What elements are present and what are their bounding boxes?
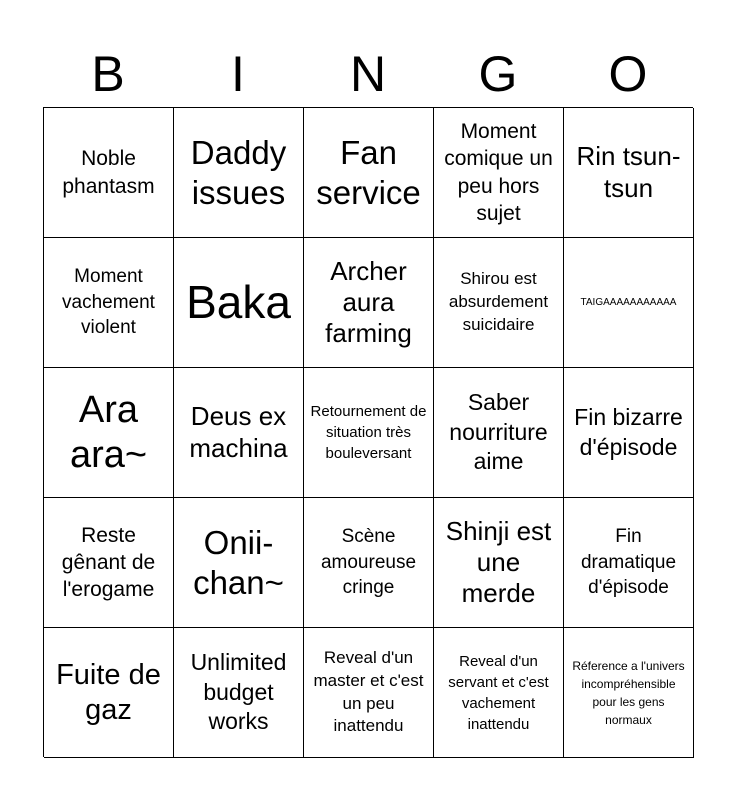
bingo-cell[interactable]: Onii-chan~ bbox=[174, 498, 304, 628]
header-letter-o: O bbox=[608, 46, 648, 102]
header-letter-b: B bbox=[91, 46, 125, 102]
header-letter-n: N bbox=[349, 46, 387, 102]
bingo-cell[interactable]: Reveal d'un servant et c'est vachement inattendu bbox=[434, 628, 564, 758]
bingo-cell[interactable]: Noble phantasm bbox=[44, 108, 174, 238]
bingo-cell[interactable]: Unlimited budget works bbox=[174, 628, 304, 758]
bingo-cell[interactable]: Fuite de gaz bbox=[44, 628, 174, 758]
bingo-cell[interactable]: Reste gênant de l'erogame bbox=[44, 498, 174, 628]
bingo-cell[interactable]: Fin bizarre d'épisode bbox=[564, 368, 694, 498]
bingo-cell[interactable]: Moment vachement violent bbox=[44, 238, 174, 368]
bingo-header bbox=[43, 40, 693, 108]
bingo-cell[interactable]: Rin tsun-tsun bbox=[564, 108, 694, 238]
header-letter-i: I bbox=[231, 46, 245, 102]
bingo-cell[interactable]: Baka bbox=[174, 238, 304, 368]
header-letter-g: G bbox=[478, 46, 518, 102]
bingo-cell[interactable]: Moment comique un peu hors sujet bbox=[434, 108, 564, 238]
bingo-cell[interactable]: Retournement de situation très bouleversant bbox=[304, 368, 434, 498]
bingo-cell[interactable]: Ara ara~ bbox=[44, 368, 174, 498]
bingo-cell[interactable]: Fan service bbox=[304, 108, 434, 238]
bingo-cell[interactable]: Fin dramatique d'épisode bbox=[564, 498, 694, 628]
bingo-cell[interactable]: Scène amoureuse cringe bbox=[304, 498, 434, 628]
bingo-cell[interactable]: Deus ex machina bbox=[174, 368, 304, 498]
bingo-cell[interactable]: Saber nourriture aime bbox=[434, 368, 564, 498]
bingo-board bbox=[43, 107, 693, 757]
bingo-cell[interactable]: TAIGAAAAAAAAAAA bbox=[564, 238, 694, 368]
bingo-cell[interactable]: Shirou est absurdement suicidaire bbox=[434, 238, 564, 368]
bingo-cell[interactable]: Shinji est une merde bbox=[434, 498, 564, 628]
bingo-cell[interactable]: Daddy issues bbox=[174, 108, 304, 238]
bingo-cell[interactable]: Réference a l'univers incompréhensible pour les gens normaux bbox=[564, 628, 694, 758]
bingo-cell[interactable]: Reveal d'un master et c'est un peu inattendu bbox=[304, 628, 434, 758]
bingo-cell[interactable]: Archer aura farming bbox=[304, 238, 434, 368]
